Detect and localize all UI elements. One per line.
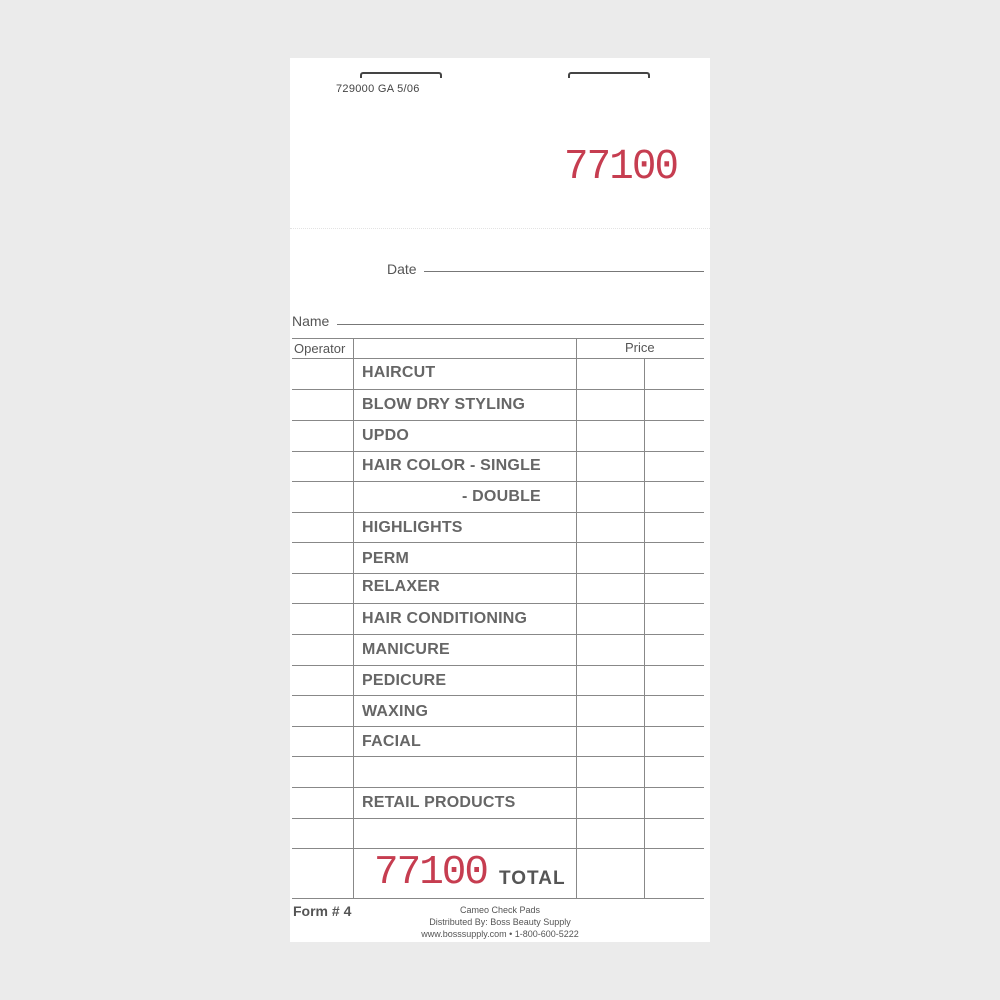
operator-header: Operator [294, 341, 346, 356]
service-pedicure: PEDICURE [362, 672, 447, 689]
distributor-footer [410, 904, 590, 940]
price-header: Price [625, 340, 655, 355]
service-perm: PERM [362, 550, 410, 567]
service-waxing: WAXING [362, 703, 429, 720]
service-hair-color-single: HAIR COLOR - SINGLE [362, 457, 541, 474]
total-label: TOTAL [499, 868, 566, 889]
staple-left [360, 72, 442, 78]
service-facial: FACIAL [362, 733, 421, 750]
name-label: Name [292, 313, 330, 329]
footer-contact: www.bosssupply.com • 1-800-600-5222 [421, 929, 579, 939]
operator-column-divider [353, 338, 354, 898]
form-number: Form # 4 [293, 903, 352, 919]
serial-number-bottom: 77100 [374, 850, 488, 896]
date-label: Date [387, 261, 417, 277]
service-haircut: HAIRCUT [362, 364, 436, 381]
service-manicure: MANICURE [362, 641, 450, 658]
service-hair-color-double: - DOUBLE [462, 488, 541, 505]
footer-distributor: Distributed By: Boss Beauty Supply [429, 917, 571, 927]
service-retail-products: RETAIL PRODUCTS [362, 794, 516, 811]
service-column-divider [576, 338, 577, 898]
salon-check-pad [290, 58, 710, 942]
serial-number-top: 77100 [564, 142, 678, 191]
staple-right [568, 72, 650, 78]
service-hair-conditioning: HAIR CONDITIONING [362, 610, 528, 627]
service-blow-dry-styling: BLOW DRY STYLING [362, 396, 526, 413]
perforation-line [290, 228, 710, 229]
service-updo: UPDO [362, 427, 410, 444]
table-bottom-border [292, 898, 704, 899]
price-cents-divider [644, 358, 645, 898]
footer-brand: Cameo Check Pads [459, 905, 541, 915]
service-highlights: HIGHLIGHTS [362, 519, 463, 536]
services-table [292, 338, 704, 900]
service-relaxer: RELAXER [362, 578, 440, 595]
form-code: 729000 GA 5/06 [336, 83, 420, 95]
name-field[interactable] [337, 324, 704, 325]
date-field[interactable] [424, 271, 704, 272]
